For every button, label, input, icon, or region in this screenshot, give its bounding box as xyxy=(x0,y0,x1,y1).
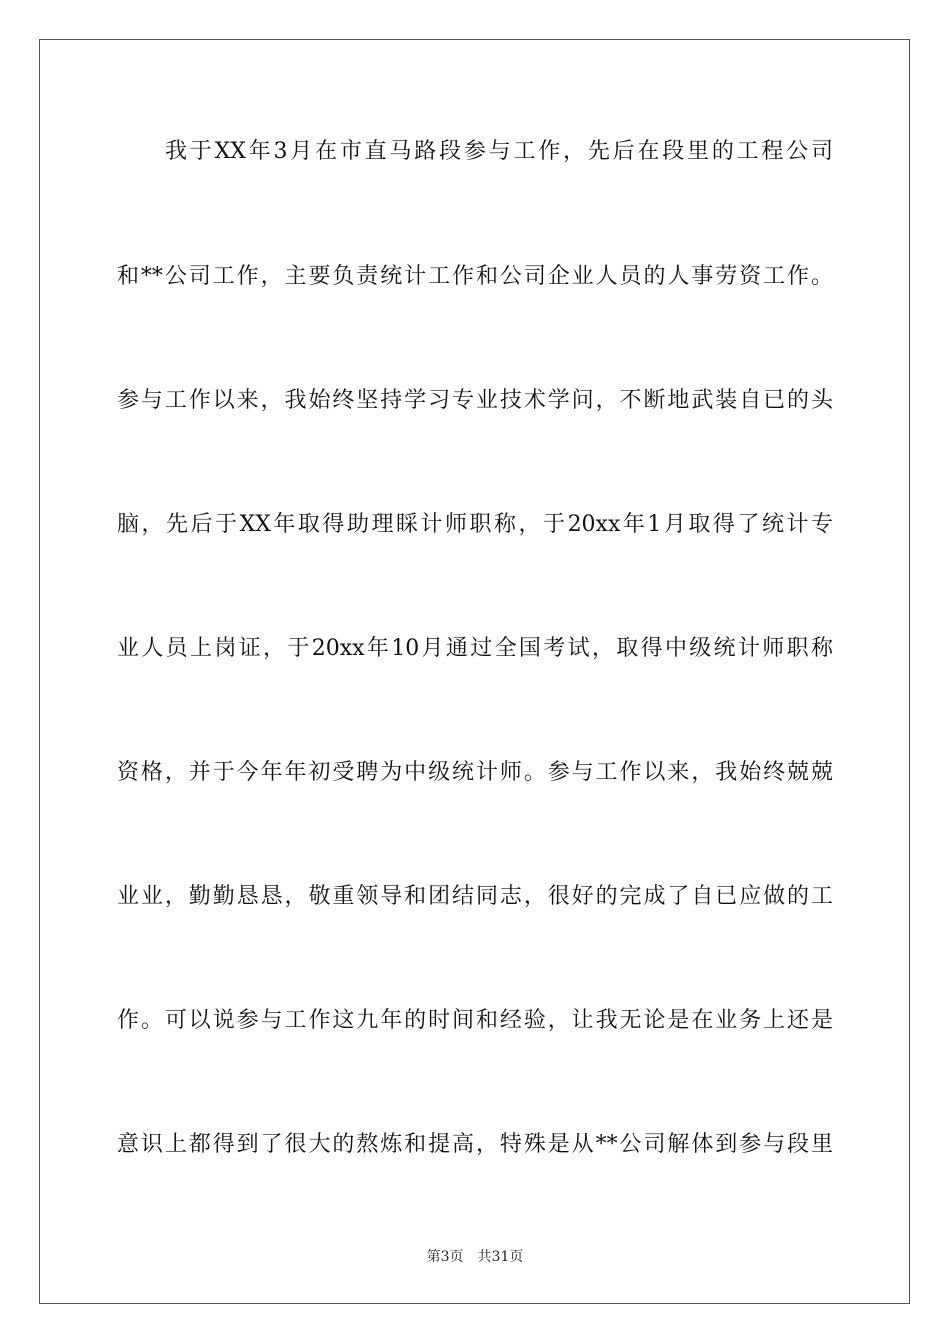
paragraph-line-3: 参与工作以来，我始终坚持学习专业技术学问，不断地武装自已的头 xyxy=(117,388,833,413)
paragraph-line-8: 作。可以说参与工作这九年的时间和经验，让我无论是在业务上还是 xyxy=(117,1008,833,1033)
page-footer xyxy=(0,1247,950,1267)
paragraph-line-1: 我于XX年3月在市直马路段参与工作，先后在段里的工程公司 xyxy=(165,139,833,164)
paragraph-line-9: 意识上都得到了很大的熬炼和提高，特殊是从**公司解体到参与段里 xyxy=(117,1132,833,1157)
paragraph-line-4: 脑，先后于XX年取得助理睬计师职称，于20xx年1月取得了统计专 xyxy=(117,512,833,537)
paragraph-line-6: 资格，并于今年年初受聘为中级统计师。参与工作以来，我始终兢兢 xyxy=(117,760,833,785)
paragraph-line-5: 业人员上岗证，于20xx年10月通过全国考试，取得中级统计师职称 xyxy=(117,636,833,661)
total-pages: 共31页 xyxy=(477,1249,524,1265)
page-number: 第3页 xyxy=(426,1249,464,1265)
page-border xyxy=(39,39,910,1304)
paragraph-line-2: 和**公司工作，主要负责统计工作和公司企业人员的人事劳资工作。 xyxy=(117,264,833,289)
paragraph-line-7: 业业，勤勤恳恳，敬重领导和团结同志，很好的完成了自已应做的工 xyxy=(117,884,833,909)
